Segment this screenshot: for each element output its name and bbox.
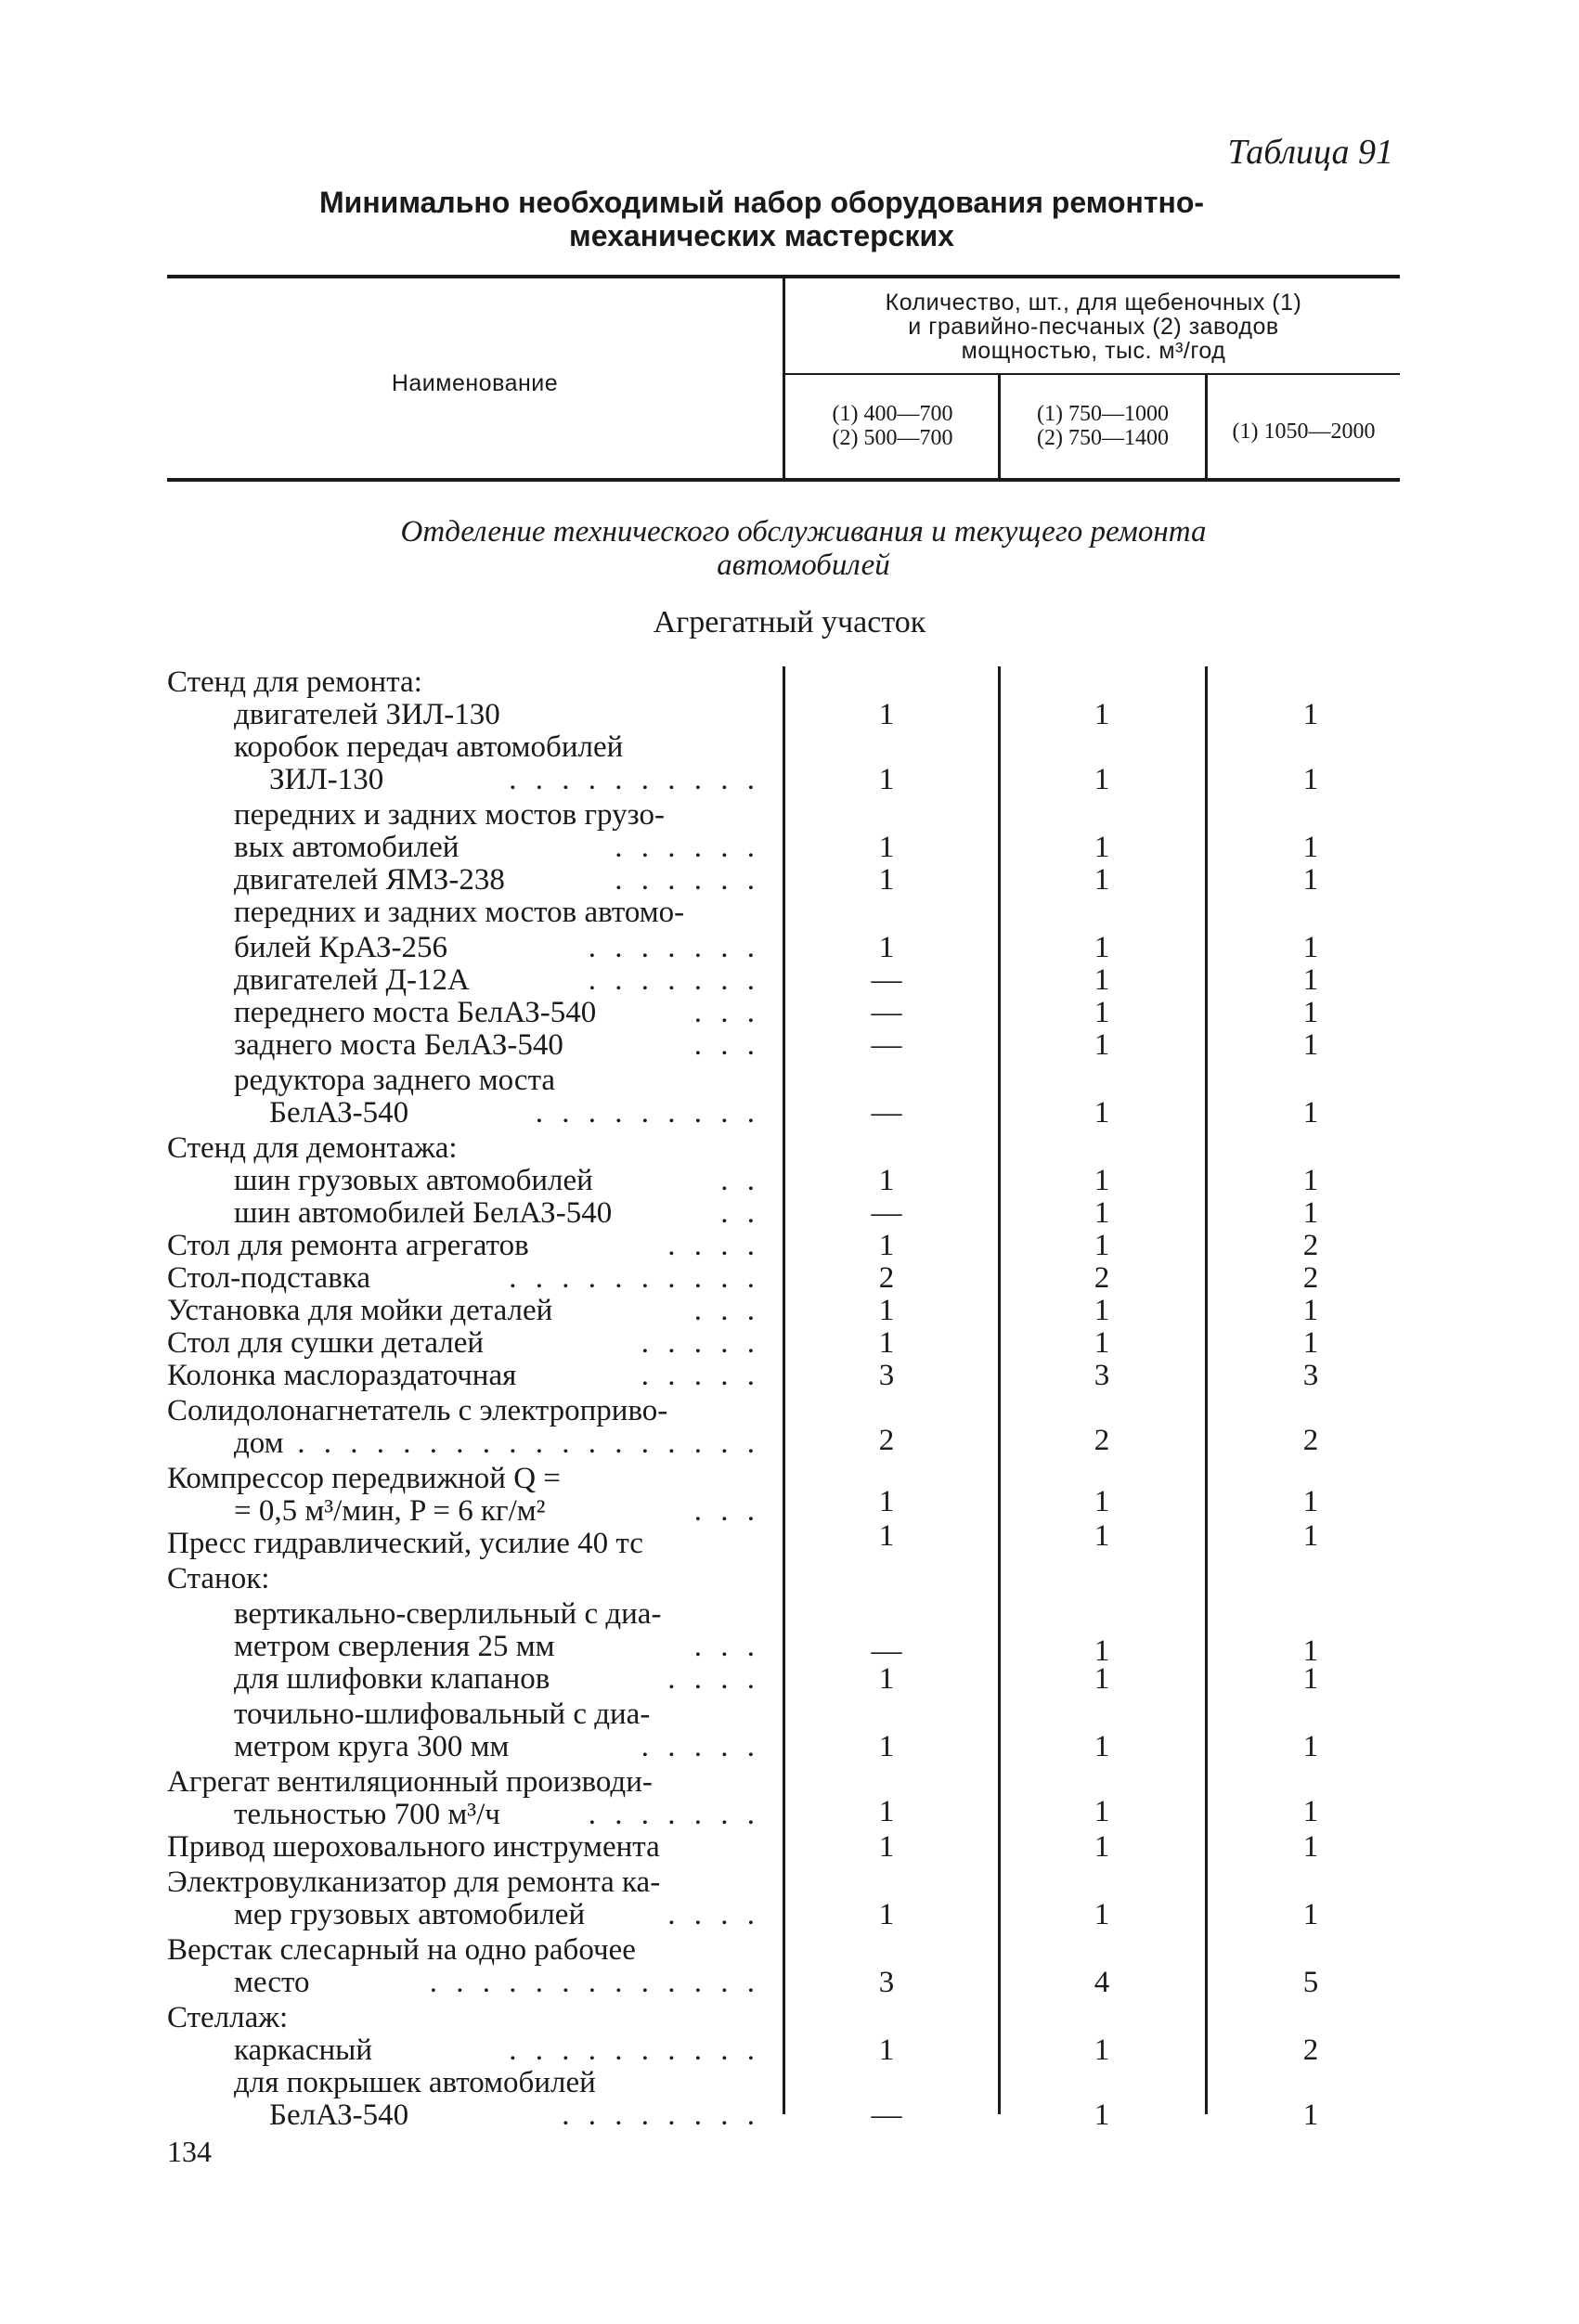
row-label: каркасный [234,2034,372,2067]
row-value-col-2: 1 [1094,1730,1110,1763]
row-label: коробок передач автомобилей [234,730,624,764]
row-value-col-1: — [871,1028,902,1062]
row-value-col-2: 1 [1094,763,1110,796]
row-label: двигателей ЯМЗ-238 [234,863,505,897]
row-value-col-2: 1 [1094,1164,1110,1197]
table-title-line-2: механических мастерских [569,219,954,252]
row-value-col-2: 1 [1094,1294,1110,1327]
quantity-header-line-2: и гравийно-песчаных (2) заводов [908,314,1279,340]
capacity-col-2-line-2: (2) 750—1400 [1037,426,1169,450]
row-label: Электровулканизатор для ремонта ка- [167,1866,661,1899]
table-row [0,1131,1579,1165]
row-value-col-2: 1 [1094,1196,1110,1230]
row-label: передних и задних мостов автомо- [234,896,685,929]
row-label: ЗИЛ-130 [269,763,384,796]
row-value-col-3: 1 [1302,1795,1319,1828]
row-label: двигателей Д-12А [234,963,470,997]
row-value-col-2: 1 [1094,1096,1110,1130]
leader-dots: . . [720,1196,760,1230]
leader-dots: . . . . [667,1229,760,1262]
leader-dots: . . . . . . . . . [535,1096,760,1130]
row-value-col-2: 4 [1094,1966,1110,1999]
row-value-col-3: 1 [1302,698,1319,731]
row-value-col-1: — [871,1196,902,1230]
row-value-col-2: 1 [1094,1830,1110,1864]
row-value-col-1: 1 [878,1485,895,1518]
leader-dots: . . . . . . . [588,963,760,997]
row-value-col-1: 2 [878,1424,895,1457]
row-label: место [234,1966,310,1999]
row-label: шин грузовых автомобилей [234,1164,593,1197]
row-value-col-1: 3 [878,1359,895,1392]
row-value-col-2: 1 [1094,863,1110,897]
section-title-line-1: Отделение технического обслуживания и текущего ремонта [400,515,1207,549]
table-row [0,730,1579,764]
table-row [0,1028,1579,1062]
table-row [0,1326,1579,1360]
table-row [0,1485,1579,1528]
row-value-col-3: 1 [1302,1519,1319,1553]
row-label: шин автомобилей БелАЗ-540 [234,1196,613,1230]
row-value-col-3: 1 [1302,763,1319,796]
leader-dots: . . . . . [641,1730,760,1763]
row-value-col-1: 1 [878,763,895,796]
table-row [0,698,1579,731]
row-value-col-1: 1 [878,931,895,964]
row-value-col-3: 1 [1302,1294,1319,1327]
row-label: Стол для ремонта агрегатов [167,1229,529,1262]
table-row [0,763,1579,796]
row-label: редуктора заднего моста [234,1064,556,1097]
table-row [0,1966,1579,1999]
table-row [0,665,1579,699]
leader-dots: . . . . . [641,1326,760,1360]
row-label: Стенд для ремонта: [167,665,422,699]
row-value-col-1: 1 [878,1730,895,1763]
row-value-col-1: 1 [878,863,895,897]
leader-dots: . . . . . . . . . . [509,2034,760,2067]
capacity-col-2-line-1: (1) 750—1000 [1037,402,1169,426]
row-value-col-3: 1 [1302,996,1319,1029]
row-label: Стол для сушки деталей [167,1326,485,1360]
capacity-col-1-line-2: (2) 500—700 [832,426,953,450]
column-name-header: Наименование [391,370,559,396]
row-label: = 0,5 м³/мин, P = 6 кг/м² [234,1494,546,1528]
row-value-col-3: 1 [1302,931,1319,964]
table-row [0,931,1579,964]
capacity-col-1-header [787,402,998,450]
table-row [0,1096,1579,1130]
leader-dots: . . . [693,1630,760,1663]
row-value-col-2: 1 [1094,1028,1110,1062]
table-row [0,863,1579,897]
row-label: Верстак слесарный на одно рабочее [167,1933,636,1967]
table-row [0,1064,1579,1097]
header-inner-rule [784,373,1400,375]
row-value-col-3: 1 [1302,1326,1319,1360]
row-value-col-2: 1 [1094,1519,1110,1553]
row-label: точильно-шлифовальный с диа- [234,1698,651,1731]
row-label: Стеллаж: [167,2001,289,2034]
row-value-col-1: 1 [878,1326,895,1360]
table-row [0,1394,1579,1427]
row-label: Стол-подставка [167,1261,370,1295]
row-label: Солидолонагнетатель с электроприво- [167,1394,668,1427]
row-value-col-1: — [871,2098,902,2132]
row-value-col-2: 1 [1094,1898,1110,1931]
row-value-col-1: 1 [878,1898,895,1931]
row-value-col-1: 1 [878,1164,895,1197]
row-value-col-3: 1 [1302,831,1319,864]
row-value-col-3: 2 [1302,2034,1319,2067]
row-label: мер грузовых автомобилей [234,1898,586,1931]
row-value-col-2: 2 [1094,1261,1110,1295]
row-label: передних и задних мостов грузо- [234,798,665,832]
row-value-col-2: 1 [1094,1795,1110,1828]
table-row [0,1196,1579,1230]
table-row [0,798,1579,832]
row-label: Колонка маслораздаточная [167,1359,517,1392]
row-label: вертикально-сверлильный с диа- [234,1597,662,1631]
leader-dots: . . . . . . . . . . . . . [429,1966,760,1999]
row-value-col-2: 1 [1094,2034,1110,2067]
table-row [0,1662,1579,1696]
table-row [0,2098,1579,2132]
row-label: Агрегат вентиляционный производи- [167,1765,653,1799]
table-number: Таблица 91 [1227,133,1393,172]
table-row [0,1562,1579,1595]
row-value-col-2: 1 [1094,963,1110,997]
row-label: для шлифовки клапанов [234,1662,550,1696]
header-bottom-rule [167,478,1400,482]
table-row [0,996,1579,1029]
row-label: двигателей ЗИЛ-130 [234,698,500,731]
row-value-col-2: 2 [1094,1424,1110,1457]
row-label: метром сверления 25 мм [234,1630,555,1663]
row-value-col-1: 1 [878,2034,895,2067]
table-row [0,1261,1579,1295]
row-value-col-3: 1 [1302,1830,1319,1864]
table-row [0,831,1579,864]
row-value-col-2: 1 [1094,698,1110,731]
section-title [0,515,1579,582]
row-label: билей КрАЗ-256 [234,931,448,964]
table-title-line-1: Минимально необходимый набор оборудования ремонтно- [318,186,1205,219]
row-value-col-3: 1 [1302,863,1319,897]
row-value-col-3: 1 [1302,1634,1319,1668]
row-value-col-3: 1 [1302,1485,1319,1518]
section-title-line-2: автомобилей [717,549,890,582]
table-row [0,2066,1579,2099]
row-label: Привод шероховального инструмента [167,1830,660,1864]
row-value-col-1: 1 [878,1229,895,1262]
row-value-col-3: 2 [1302,1424,1319,1457]
row-label: для покрышек автомобилей [234,2066,596,2099]
table-row [0,896,1579,929]
row-label: переднего моста БелАЗ-540 [234,996,597,1029]
capacity-col-1-line-1: (1) 400—700 [832,402,953,426]
row-value-col-3: 1 [1302,1196,1319,1230]
leader-dots: . . . . . . . . . . [509,763,760,796]
table-row [0,1933,1579,1967]
table-row [0,1229,1579,1262]
row-value-col-1: — [871,1096,902,1130]
row-value-col-1: 1 [878,1294,895,1327]
row-label: БелАЗ-540 [269,1096,409,1130]
row-label: Компрессор передвижной Q = [167,1462,561,1495]
leader-dots: . . . . . [641,1359,760,1392]
row-value-col-3: 1 [1302,1662,1319,1696]
row-value-col-2: 1 [1094,996,1110,1029]
table-row [0,1866,1579,1899]
row-value-col-1: — [871,963,902,997]
row-value-col-1: — [871,1634,902,1668]
row-label: тельностью 700 м³/ч [234,1798,500,1831]
capacity-col-3-header: (1) 1050—2000 [1232,420,1376,444]
row-value-col-1: 1 [878,1519,895,1553]
row-label: БелАЗ-540 [269,2098,409,2132]
table-row [0,1294,1579,1327]
row-value-col-3: 1 [1302,963,1319,997]
table-row [0,1519,1579,1560]
table-row [0,1359,1579,1392]
row-value-col-3: 1 [1302,1164,1319,1197]
leader-dots: . . . [693,1494,760,1528]
leader-dots: . . . . . . [615,831,760,864]
row-label: Пресс гидравлический, усилие 40 тс [167,1527,643,1560]
row-value-col-1: 1 [878,831,895,864]
row-value-col-1: 1 [878,1795,895,1828]
row-value-col-3: 1 [1302,2098,1319,2132]
row-label: Стенд для демонтажа: [167,1131,458,1165]
table-row [0,2034,1579,2067]
table-row [0,1462,1579,1495]
leader-dots: . . . . . . [615,863,760,897]
row-value-col-2: 1 [1094,2098,1110,2132]
leader-dots: . . . . . . . . . . [509,1261,760,1295]
table-row [0,2001,1579,2034]
table-row [0,1830,1579,1864]
row-value-col-2: 1 [1094,1485,1110,1518]
leader-dots: . . . . . . . [588,1798,760,1831]
row-value-col-3: 2 [1302,1229,1319,1262]
page-number: 134 [167,2135,212,2168]
leader-dots: . . . [693,1294,760,1327]
subsection-title: Агрегатный участок [653,605,926,639]
quantity-header [787,290,1400,363]
leader-dots: . . . . . . . . [562,2098,760,2132]
row-value-col-1: 1 [878,1662,895,1696]
row-value-col-2: 1 [1094,1662,1110,1696]
row-value-col-2: 1 [1094,1326,1110,1360]
row-label: заднего моста БелАЗ-540 [234,1028,563,1062]
leader-dots: . . . . . . . . . . . . . . . . . . [297,1427,760,1460]
table-row [0,1630,1579,1668]
table-row [0,1898,1579,1931]
row-label: Станок: [167,1562,270,1595]
row-value-col-2: 1 [1094,1634,1110,1668]
table-row [0,1765,1579,1799]
leader-dots: . . . [693,1028,760,1062]
header-col-divider-1 [783,278,785,478]
table-row [0,963,1579,997]
row-value-col-2: 1 [1094,931,1110,964]
leader-dots: . . [720,1164,760,1197]
leader-dots: . . . . [667,1898,760,1931]
row-value-col-2: 1 [1094,831,1110,864]
row-value-col-3: 1 [1302,1730,1319,1763]
row-value-col-1: 1 [878,1830,895,1864]
leader-dots: . . . [693,996,760,1029]
table-row [0,1424,1579,1460]
row-label: вых автомобилей [234,831,459,864]
row-value-col-1: — [871,996,902,1029]
row-value-col-1: 3 [878,1966,895,1999]
quantity-header-line-1: Количество, шт., для щебеночных (1) [885,290,1302,316]
table-row [0,1698,1579,1731]
row-value-col-3: 1 [1302,1898,1319,1931]
leader-dots: . . . . [667,1662,760,1696]
row-value-col-3: 1 [1302,1096,1319,1130]
row-label: метром круга 300 мм [234,1730,510,1763]
table-row [0,1795,1579,1831]
quantity-header-line-3: мощностью, тыс. м³/год [961,338,1226,364]
table-title [0,186,1579,252]
row-value-col-3: 5 [1302,1966,1319,1999]
row-value-col-1: 2 [878,1261,895,1295]
row-value-col-3: 1 [1302,1028,1319,1062]
table-row [0,1164,1579,1197]
row-value-col-1: 1 [878,698,895,731]
row-value-col-3: 2 [1302,1261,1319,1295]
leader-dots: . . . . . . . [588,931,760,964]
row-value-col-2: 1 [1094,1229,1110,1262]
capacity-col-2-header [1001,402,1205,450]
row-value-col-2: 3 [1094,1359,1110,1392]
table-row [0,1730,1579,1763]
row-value-col-3: 3 [1302,1359,1319,1392]
table-row [0,1597,1579,1631]
row-label: дом [234,1427,284,1460]
row-label: Установка для мойки деталей [167,1294,553,1327]
